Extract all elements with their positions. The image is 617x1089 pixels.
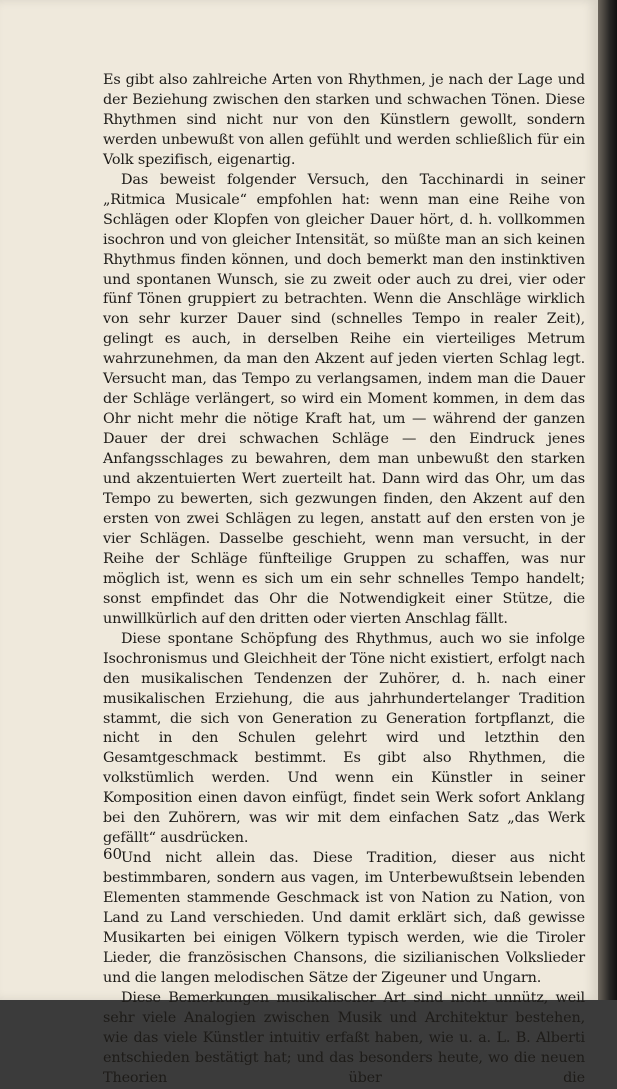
page-number: 60 — [103, 845, 123, 863]
paragraph: Und nicht allein das. Diese Tradition, dieser aus nicht bestimmbaren, sondern aus vagen, im Unterbewußtsein lebenden Elementen stammende Geschmack ist von Nation zu Nation, von Land zu Land verschieden. Und damit erklärt sich, daß gewisse Musikarten bei einigen Völkern typisch werden, wie die Tiroler Lieder, die französischen Chansons, die sizilianischen Volkslieder und die langen melodischen Sätze der Zigeuner und Ungarn. — [103, 850, 585, 986]
body-text — [103, 71, 585, 1089]
paragraph: Diese Bemerkungen musikalischer Art sind nicht unnütz, weil sehr viele Analogien zwischen Musik und Architektur bestehen, wie das viele Künstler intuitiv erfaßt haben, wie u. a. L. B. Alberti entschieden bestätigt hat; und das besonders heute, wo die neuen Theorien über die — [103, 989, 585, 1086]
book-spine — [598, 0, 617, 1000]
paragraph: Diese spontane Schöpfung des Rhythmus, auch wo sie infolge Isochronismus und Gleichheit der Töne nicht existiert, erfolgt nach den musikalischen Tendenzen der Zuhörer, d. h. nach einer musikalischen Erziehung, die aus jahrhundertelanger Tradition stammt, die sich von Generation zu Generation fortpflanzt, die nicht in den Schulen gelehrt wird und letzthin den Gesamtgeschmack bestimmt. Es gibt also Rhythmen, die volkstümlich werden. Und wenn ein Künstler in seiner Komposition einen davon einfügt, findet sein Werk sofort Anklang bei den Zuhörern, was wir mit dem einfachen Satz „das Werk gefällt“ ausdrücken. — [103, 630, 585, 847]
paragraph: Das beweist folgender Versuch, den Tacchinardi in seiner „Ritmica Musicale“ empfohlen hat: wenn man eine Reihe von Schlägen oder Klopfen von gleicher Dauer hört, d. h. vollkommen isochron und von gleicher Intensität, so müßte man an sich keinen Rhythmus finden können, und doch bemerkt man den instinktiven und spontanen Wunsch, sie zu zweit oder auch zu drei, vier oder fünf Tönen gruppiert zu betrachten. Wenn die Anschläge wirklich von sehr kurzer Dauer sind (schnelles Tempo in realer Zeit), gelingt es auch, in derselben Reihe ein vierteiliges Metrum wahrzunehmen, da man den Akzent auf jeden vierten Schlag legt. Versucht man, das Tempo zu verlangsamen, indem man die Dauer der Schläge verlängert, so wird ein Moment kommen, in dem das Ohr nicht mehr die nötige Kraft hat, um — während der ganzen Dauer der drei schwachen Schläge — den Eindruck jenes Anfangsschlages zu bewahren, dem man unbewußt den starken und akzentuierten Wert zuerteilt hat. Dann wird das Ohr, um das Tempo zu bewerten, sich gezwungen finden, den Akzent auf den ersten von zwei Schlägen zu legen, anstatt auf den ersten von je vier Schlägen. Dasselbe geschieht, wenn man versucht, in der Reihe der Schläge fünfteilige Gruppen zu schaffen, was nur möglich ist, wenn es sich um ein sehr schnelles Tempo handelt; sonst empfindet das Ohr die Notwendigkeit einer Stütze, die unwillkürlich auf den dritten oder vierten Anschlag fällt. — [103, 171, 585, 627]
paragraph: Es gibt also zahlreiche Arten von Rhythmen, je nach der Lage und der Beziehung zwischen den starken und schwachen Tönen. Diese Rhythmen sind nicht nur von den Künstlern gewollt, sondern werden unbewußt von allen gefühlt und werden schließlich für ein Volk spezifisch, eigenartig. — [103, 72, 585, 168]
